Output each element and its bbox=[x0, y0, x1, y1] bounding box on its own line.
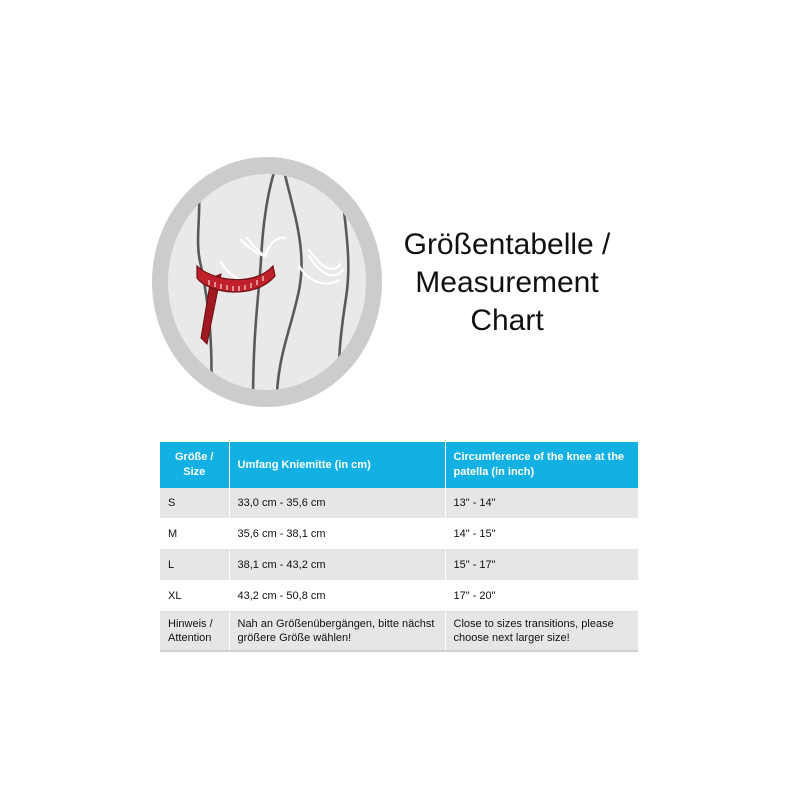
cm-cell: 43,2 cm - 50,8 cm bbox=[229, 581, 445, 612]
table-row bbox=[160, 519, 638, 550]
size-cell: XL bbox=[160, 581, 229, 612]
cm-cell: 33,0 cm - 35,6 cm bbox=[229, 488, 445, 519]
table-row bbox=[160, 581, 638, 612]
chart-title bbox=[392, 226, 622, 340]
title-line-2: Measurement bbox=[415, 266, 599, 299]
inch-cell: 15" - 17" bbox=[445, 550, 638, 581]
inch-cell: 13" - 14" bbox=[445, 488, 638, 519]
inch-cell: 14" - 15" bbox=[445, 519, 638, 550]
cm-cell: 35,6 cm - 38,1 cm bbox=[229, 519, 445, 550]
knee-measuring-tape-icon bbox=[149, 154, 385, 410]
title-line-1: Größentabelle / bbox=[403, 228, 611, 261]
knee-illustration bbox=[149, 154, 385, 410]
header-size: Größe / Size bbox=[160, 442, 229, 488]
size-cell: S bbox=[160, 488, 229, 519]
table-row bbox=[160, 550, 638, 581]
size-table bbox=[160, 442, 638, 652]
header-inch: Circumference of the knee at the patella (in inch) bbox=[445, 442, 638, 488]
attention-row bbox=[160, 612, 638, 652]
table-row bbox=[160, 488, 638, 519]
size-cell: M bbox=[160, 519, 229, 550]
table-header-row bbox=[160, 442, 638, 488]
header-cm: Umfang Kniemitte (in cm) bbox=[229, 442, 445, 488]
inch-cell: 17" - 20" bbox=[445, 581, 638, 612]
attention-english: Close to sizes transitions, please choose next larger size! bbox=[445, 612, 638, 652]
attention-german: Nah an Größenübergängen, bitte nächst größere Größe wählen! bbox=[229, 612, 445, 652]
size-cell: L bbox=[160, 550, 229, 581]
title-line-3: Chart bbox=[470, 304, 544, 337]
cm-cell: 38,1 cm - 43,2 cm bbox=[229, 550, 445, 581]
attention-label: Hinweis / Attention bbox=[160, 612, 229, 652]
